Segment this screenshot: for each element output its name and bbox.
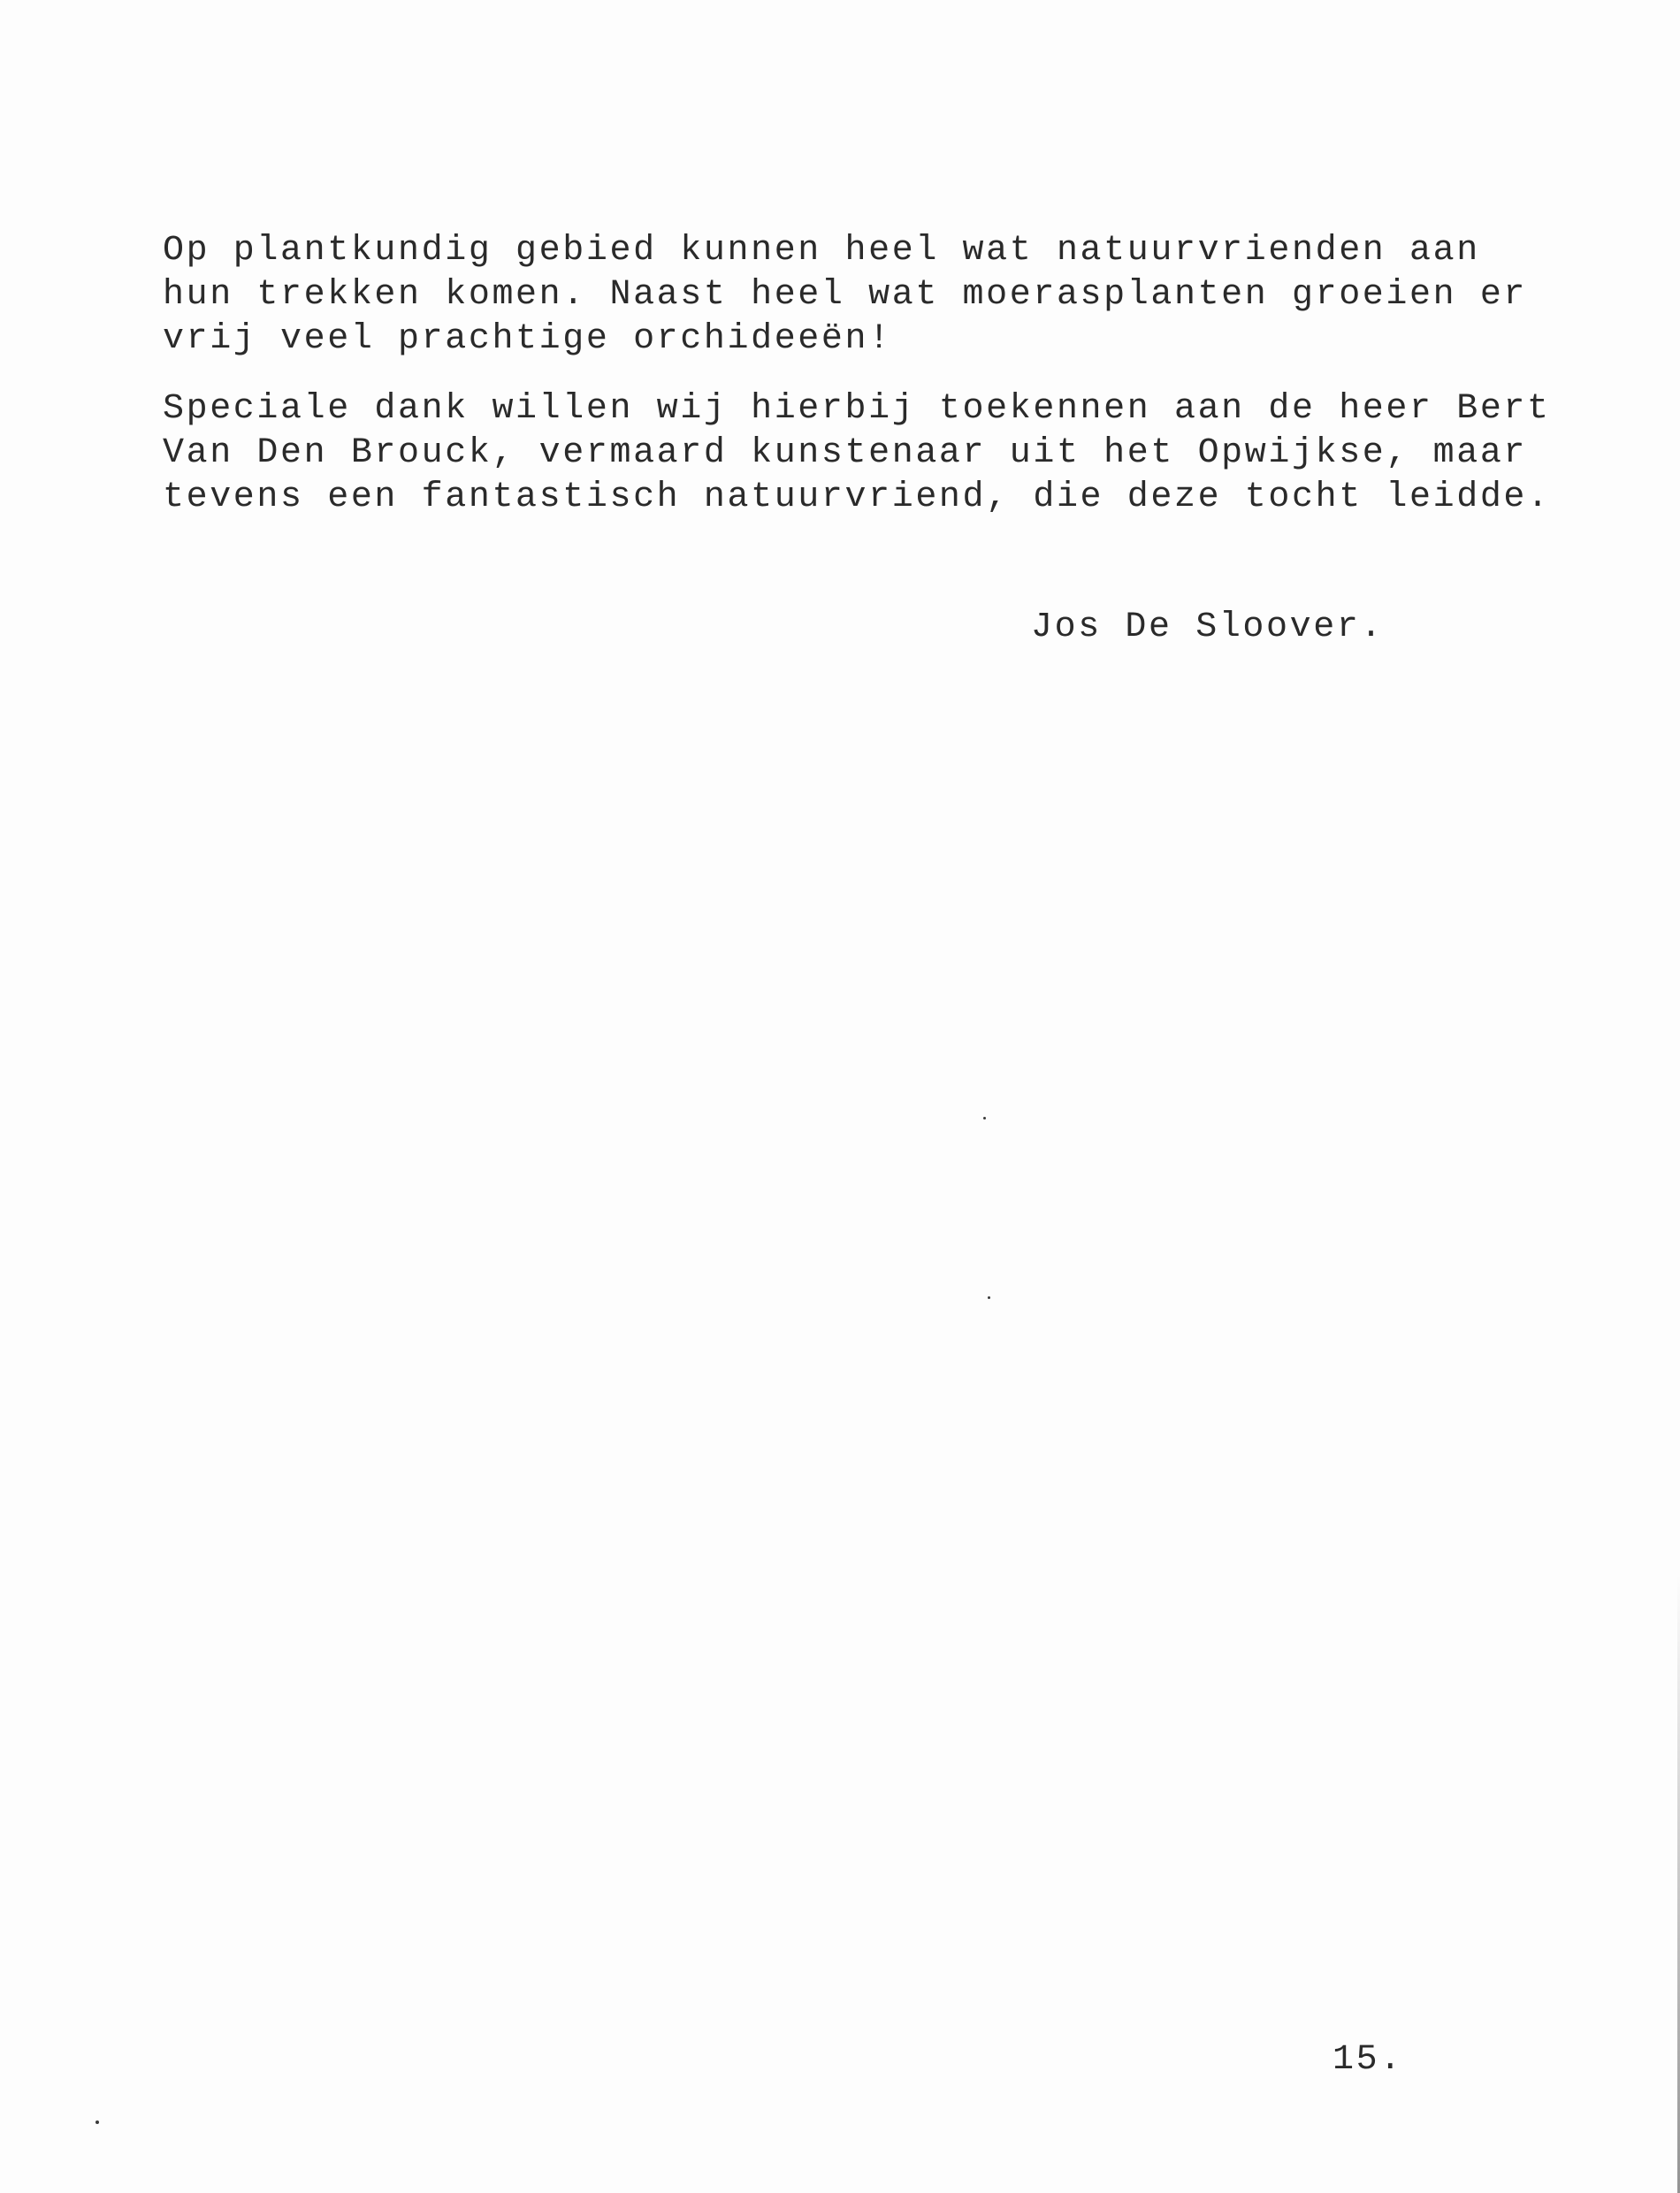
- page-number: 15.: [1333, 2040, 1403, 2080]
- scan-speck: [988, 1296, 990, 1299]
- text-line: Van Den Brouck, vermaard kunstenaar uit het Opwijkse, maar: [163, 433, 1528, 473]
- text-line: vrij veel prachtige orchideeën!: [163, 319, 892, 359]
- author-signature: Jos De Sloover.: [1031, 607, 1385, 647]
- scan-speck: [983, 1117, 986, 1119]
- text-line: hun trekken komen. Naast heel wat moerasplanten groeien er: [163, 275, 1528, 315]
- paragraph-thanks: [163, 387, 1551, 520]
- paragraph-plants: [163, 229, 1528, 362]
- text-line: tevens een fantastisch natuurvriend, die deze tocht leidde.: [163, 478, 1551, 517]
- scan-speck: [95, 2120, 99, 2124]
- text-line: Speciale dank willen wij hierbij toekennen aan de heer Bert: [163, 389, 1551, 429]
- text-line: Op plantkundig gebied kunnen heel wat natuurvrienden aan: [163, 231, 1480, 271]
